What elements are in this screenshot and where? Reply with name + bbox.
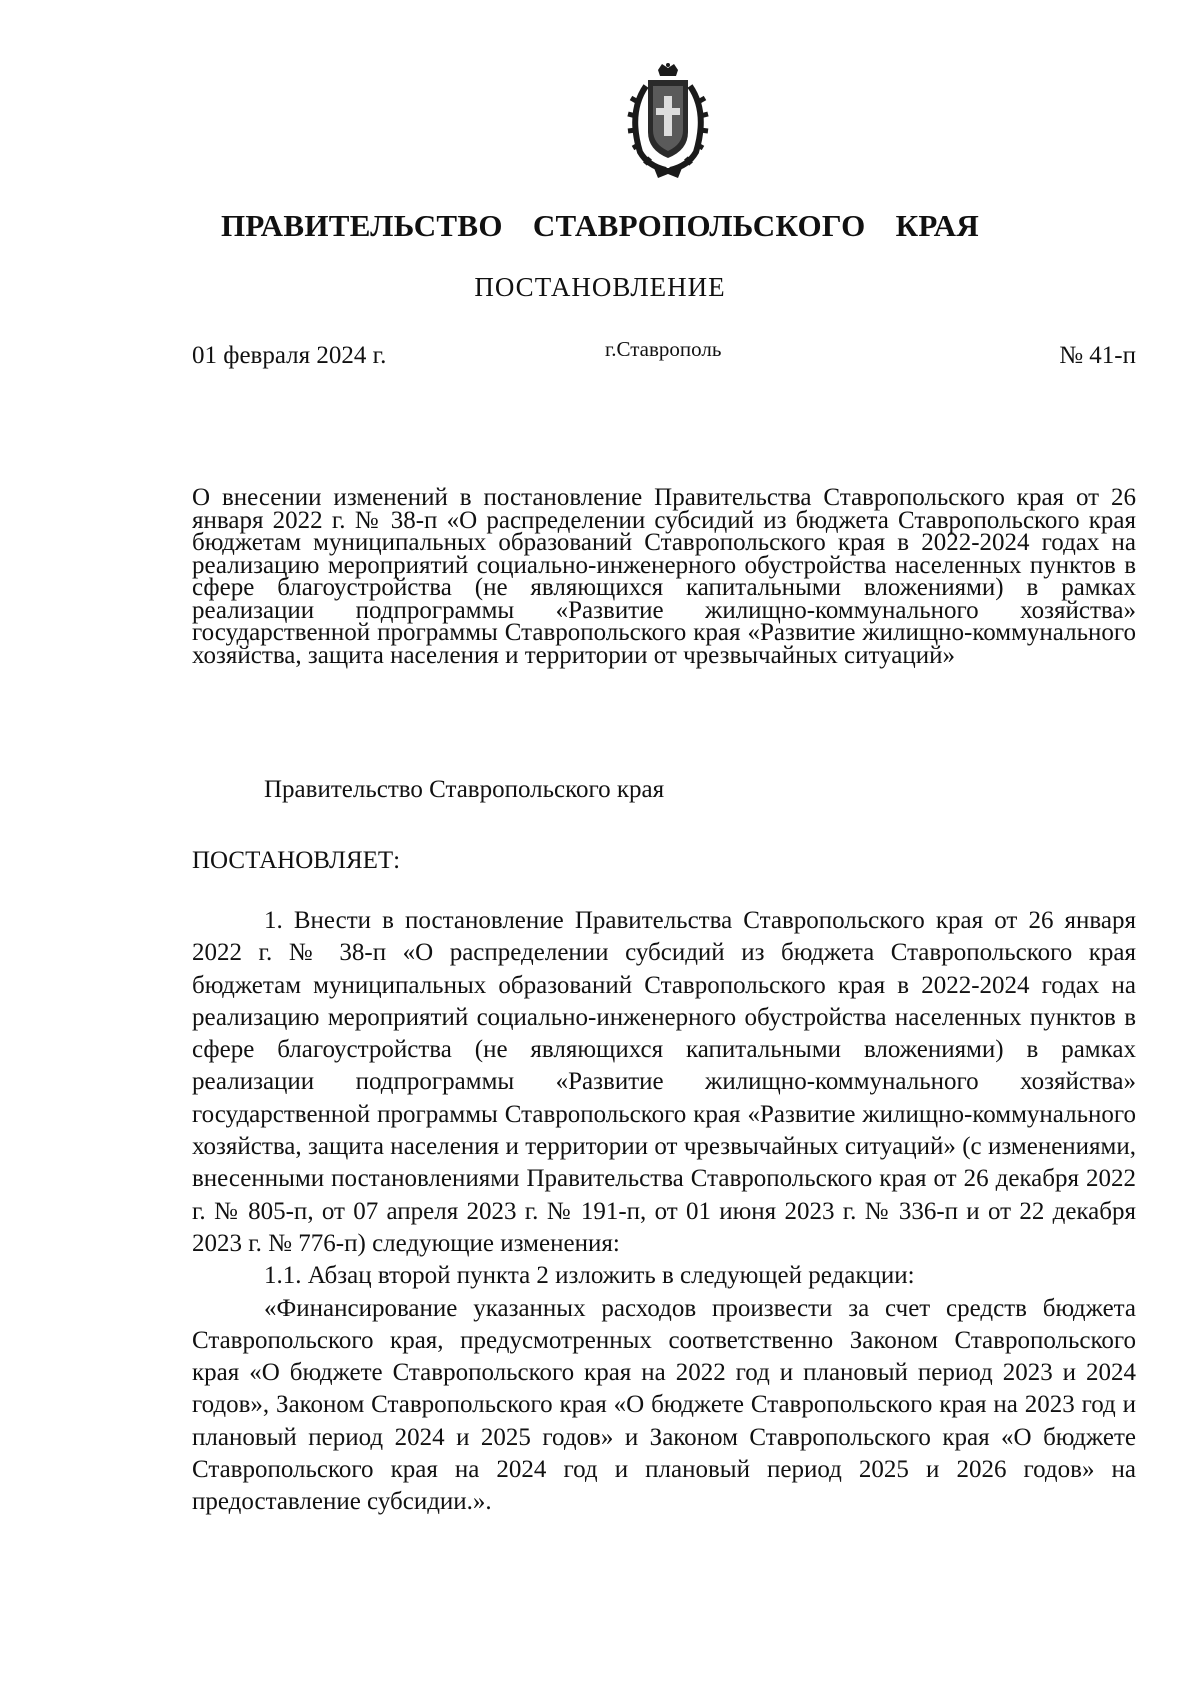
government-line: Правительство Ставропольского края [264, 776, 665, 803]
government-title: ПРАВИТЕЛЬСТВО СТАВРОПОЛЬСКОГО КРАЯ [220, 208, 980, 243]
decree-word: ПОСТАНОВЛЯЕТ: [192, 847, 401, 874]
document-city: г.Ставрополь [605, 337, 722, 361]
document-number: № 41-п [1059, 342, 1136, 369]
stavropol-coat-of-arms-icon [618, 62, 718, 180]
paragraph-1-1: 1.1. Абзац второй пункта 2 изложить в следующей редакции: [264, 1262, 915, 1290]
paragraph-quote: «Финансирование указанных расходов произвести за счет средств бюджета Ставропольского края, предусмотренных соответственно Законом Ставропольского края «О бюджете Ставропольского края на 2022 год и плановый период 2023 и 2024 годов», Законом Ставропольского края «О бюджете Ставропольского края на 2023 год и плановый период 2024 и 2025 годов» и Законом Ставропольского края «О бюджете Ставропольского края на 2024 год и плановый период 2025 и 2026 годов» на предоставление субсидии.». [192, 1294, 1136, 1516]
paragraph-1: 1. Внести в постановление Правительства Ставропольского края от 26 января 2022 г. № 38-п «О распределении субсидий из бюджета Ставропольского края бюджетам муниципальных образований Ставропольского края в 2022-2024 годах на реализацию мероприятий социально-инженерного обустройства населенных пунктов в сфере благоустройства (не являющихся капитальными вложениями) в рамках реализации подпрограммы «Развитие жилищно-коммунального хозяйства» государственной программы Ставропольского края «Развитие жилищно-коммунального хозяйства, защита населения и территории от чрезвычайных ситуаций» (с изменениями, внесенными постановлениями Правительства Ставропольского края от 26 декабря 2022 г. № 805-п, от 07 апреля 2023 г. № 191-п, от 01 июня 2023 г. № 336-п и от 22 декабря 2023 г. № 776-п) следующие изменения: [192, 907, 1136, 1257]
document-type: ПОСТАНОВЛЕНИЕ [474, 272, 726, 302]
body-text [192, 905, 1136, 1519]
document-subject: О внесении изменений в постановление Правительства Ставропольского края от 26 января 2022 г. № 38-п «О распределении субсидий из бюджета Ставропольского края бюджетам муниципальных образований Ставропольского края в 2022-2024 годах на реализацию мероприятий социально-инженерного обустройства населенных пунктов в сфере благоустройства (не являющихся капитальными вложениями) в рамках реализации подпрограммы «Развитие жилищно-коммунального хозяйства» государственной программы Ставропольского края «Развитие жилищно-коммунального хозяйства, защита населения и территории от чрезвычайных ситуаций» [192, 484, 1136, 669]
document-date: 01 февраля 2024 г. [192, 342, 387, 369]
